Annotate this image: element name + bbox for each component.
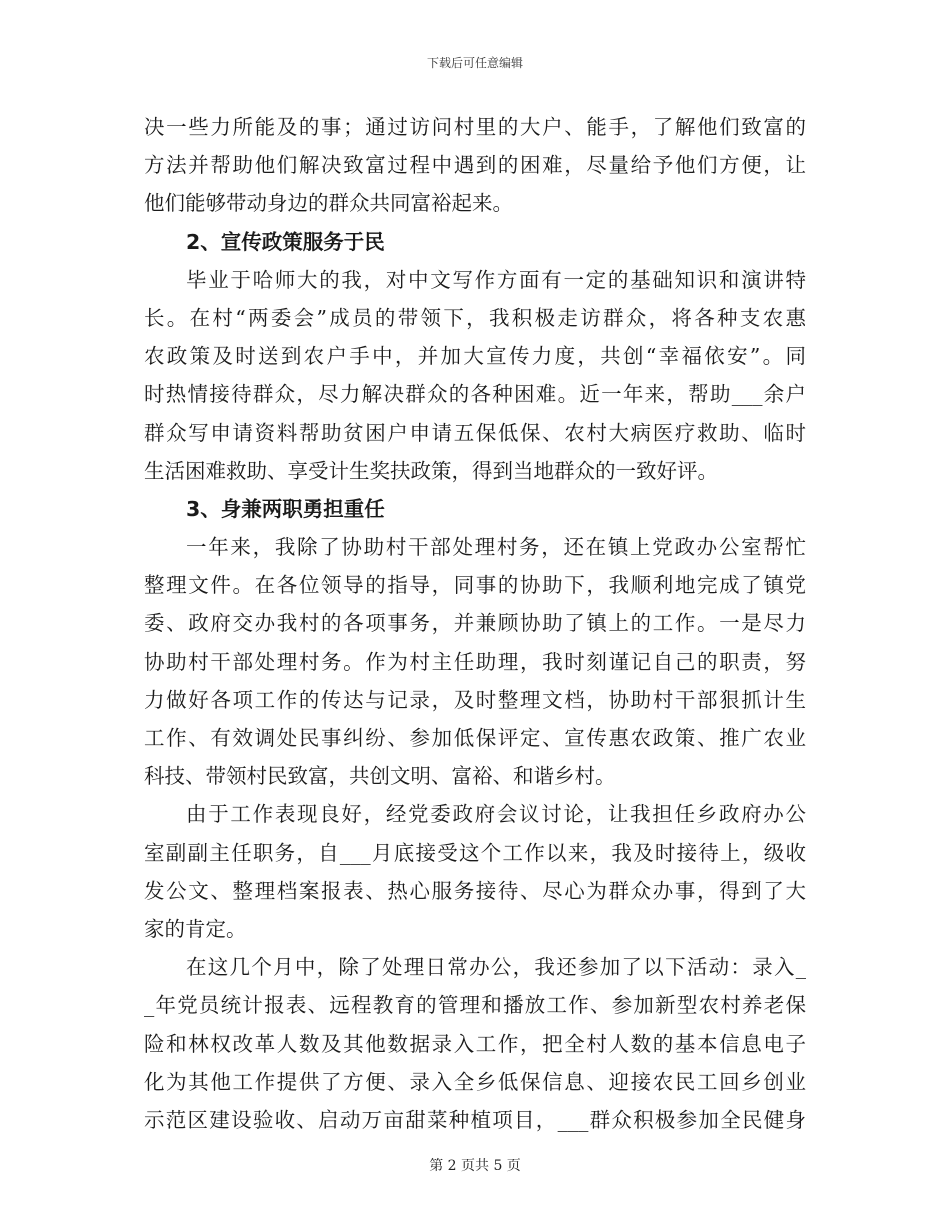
page-header-note: 下载后可任意编辑 [426, 56, 523, 70]
body-line: 方法并帮助他们解决致富过程中遇到的困难，尽量给予他们方便，让 [144, 153, 806, 178]
body-line: 长。在村“两委会”成员的带领下，我积极走访群众，将各种支农惠 [144, 305, 806, 330]
page-number: 第 2 页共 5 页 [429, 1158, 521, 1174]
body-line: 由于工作表现良好，经党委政府会议讨论，让我担任乡政府办公 [186, 802, 806, 827]
body-line: 协助村干部处理村务。作为村主任助理，我时刻谨记自己的职责，努 [144, 649, 806, 674]
body-line: 力做好各项工作的传达与记录，及时整理文档，协助村干部狠抓计生 [144, 687, 806, 712]
section-heading: 2、宣传政策服务于民 [186, 229, 385, 254]
body-line: 发公文、整理档案报表、热心服务接待、尽心为群众办事，得到了大 [144, 878, 806, 903]
body-line: 时热情接待群众，尽力解决群众的各种困难。近一年来，帮助___余户 [144, 382, 806, 407]
body-line: 他们能够带动身边的群众共同富裕起来。 [144, 191, 513, 216]
body-line: 在这几个月中，除了处理日常办公，我还参加了以下活动：录入_ [186, 955, 806, 980]
body-line: 化为其他工作提供了方便、录入全乡低保信息、迎接农民工回乡创业 [144, 1069, 806, 1094]
body-line: 毕业于哈师大的我，对中文写作方面有一定的基础知识和演讲特 [186, 267, 806, 292]
body-line: 家的肯定。 [144, 916, 247, 941]
body-line: 科技、带领村民致富，共创文明、富裕、和谐乡村。 [144, 764, 616, 789]
body-line: 工作、有效调处民事纠纷、参加低保评定、宣传惠农政策、推广农业 [144, 726, 806, 750]
body-line: 险和林权改革人数及其他数据录入工作，把全村人数的基本信息电子 [144, 1031, 806, 1056]
body-line: 决一些力所能及的事；通过访问村里的大户、能手，了解他们致富的 [144, 115, 806, 139]
body-line: 农政策及时送到农户手中，并加大宣传力度，共创“幸福依安”。同 [144, 344, 806, 369]
body-line: 示范区建设验收、启动万亩甜菜种植项目，___群众积极参加全民健身 [144, 1107, 806, 1132]
body-line: _年党员统计报表、远程教育的管理和播放工作、参加新型农村养老保 [144, 993, 806, 1018]
body-line: 群众写申请资料帮助贫困户申请五保低保、农村大病医疗救助、临时 [144, 420, 806, 445]
body-line: 生活困难救助、享受计生奖扶政策，得到当地群众的一致好评。 [144, 458, 718, 483]
section-heading: 3、身兼两职勇担重任 [186, 496, 385, 521]
body-line: 整理文件。在各位领导的指导，同事的协助下，我顺利地完成了镇党 [144, 573, 806, 598]
document-body [144, 108, 806, 1139]
body-line: 委、政府交办我村的各项事务，并兼顾协助了镇上的工作。一是尽力 [144, 611, 806, 636]
body-line: 一年来，我除了协助村干部处理村务，还在镇上党政办公室帮忙 [186, 535, 806, 560]
body-line: 室副副主任职务，自___月底接受这个工作以来，我及时接待上，级收 [144, 840, 806, 865]
